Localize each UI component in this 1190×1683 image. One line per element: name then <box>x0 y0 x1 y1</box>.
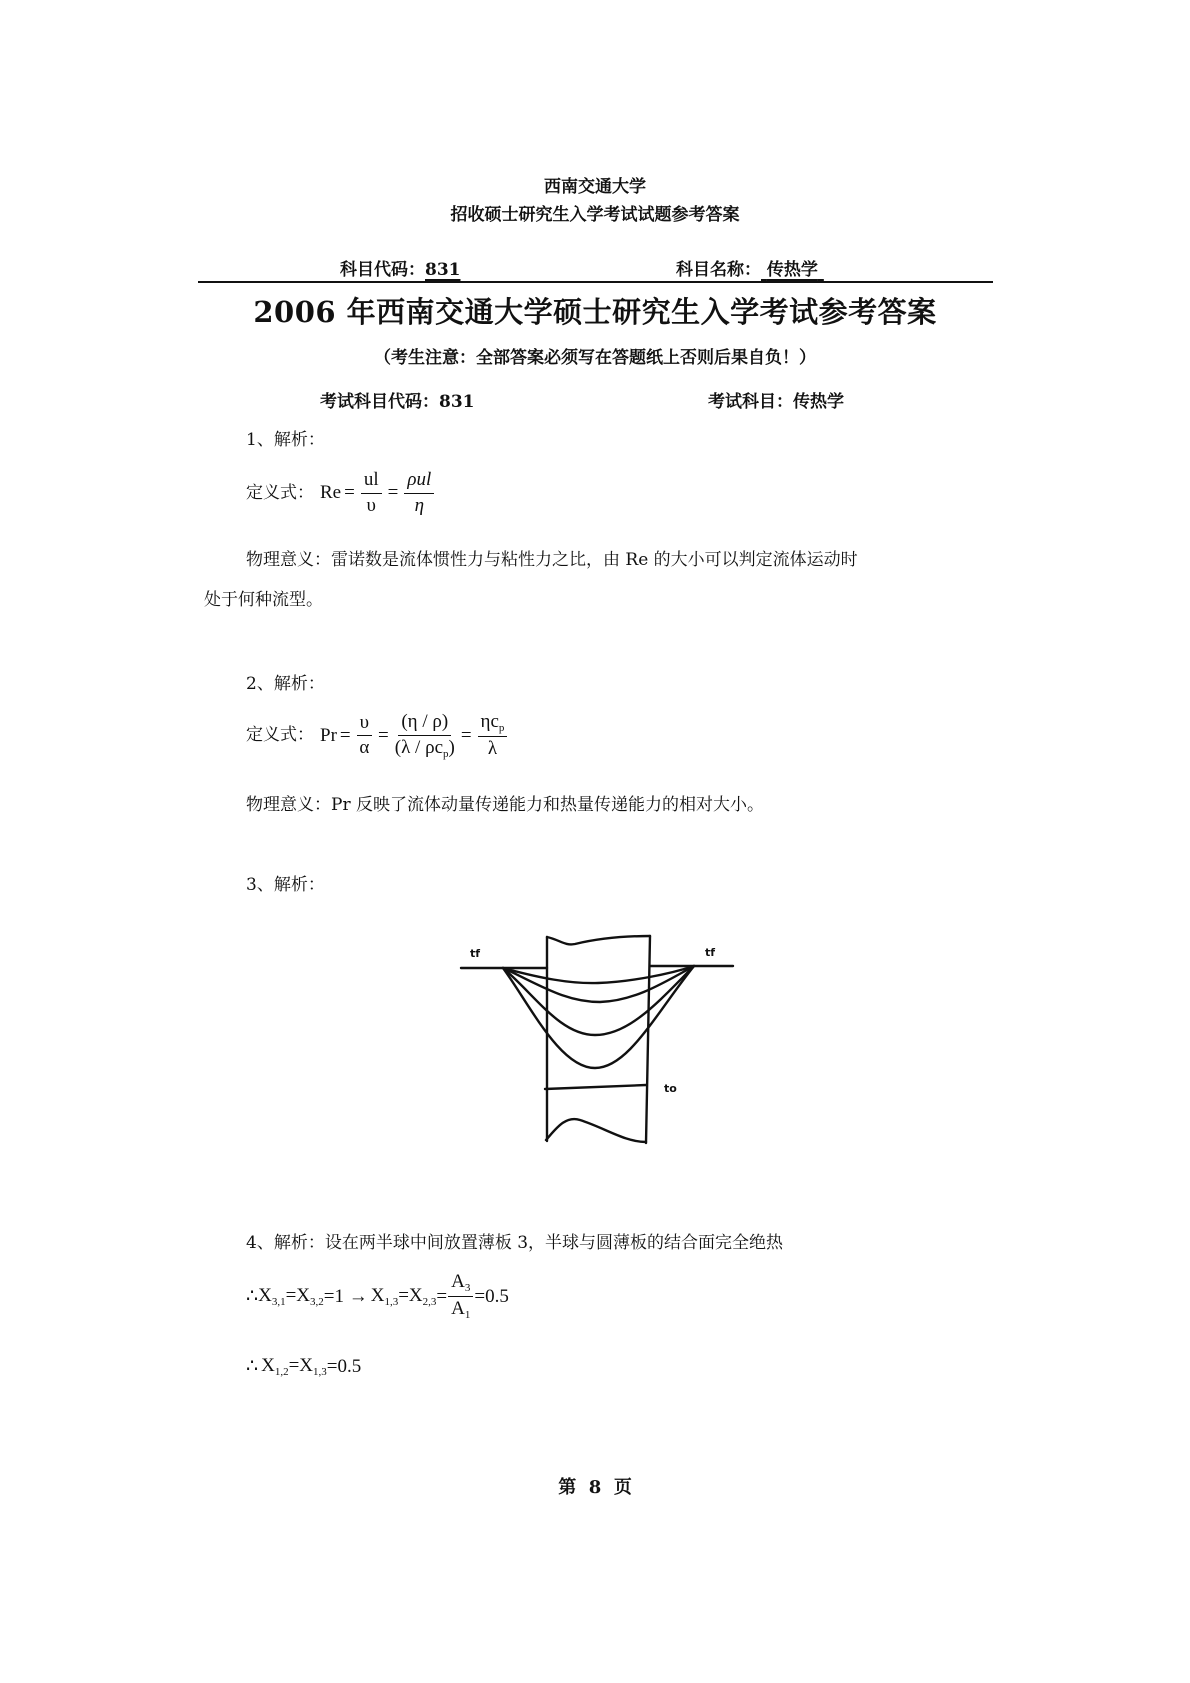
body-top-edge <box>547 936 650 944</box>
q4-eq2-x13: $=X_{1,3}$ <box>288 1355 327 1378</box>
university-name: 西南交通大学 <box>544 177 646 197</box>
q1-frac1-num: ul <box>361 470 382 494</box>
q1-frac2-num: ρul <box>404 470 434 494</box>
body-bottom-edge <box>546 1119 646 1142</box>
q2-definition <box>246 712 510 760</box>
q1-fraction-2 <box>404 470 434 517</box>
q1-definition <box>246 470 437 517</box>
q4-frac-num: $A_3$ <box>448 1272 473 1297</box>
q4-eq1-x23: $=X_{2,3}$ <box>398 1285 437 1309</box>
q4-equation-1 <box>246 1272 509 1321</box>
q4-eq2-x12: $X_{1,2}$ <box>261 1355 289 1378</box>
q4-area-fraction <box>448 1272 473 1321</box>
subject-name <box>676 255 824 280</box>
q2-meaning: 物理意义：Pr 反映了流体动量传递能力和热量传递能力的相对大小。 <box>246 795 764 815</box>
q4-eq1-x13: $X_{1,3}$ <box>370 1285 399 1309</box>
label-to: to <box>664 1082 677 1095</box>
label-tf-right: tf <box>705 946 716 959</box>
q3-heading: 3、解析： <box>246 875 325 895</box>
q1-fraction-1 <box>361 470 382 517</box>
q1-meaning-line1: 物理意义：雷诺数是流体惯性力与粘性力之比，由 Re 的大小可以判定流体运动时 <box>246 550 858 570</box>
document-title: 招收硕士研究生入学考试试题参考答案 <box>450 205 740 225</box>
subject-name-label: 科目名称： <box>676 260 761 280</box>
subject-name-value: 传热学 <box>766 260 818 280</box>
therefore-symbol: ∴ <box>246 1286 259 1308</box>
q4-eq1-x31: $X_{3,1}$ <box>258 1285 286 1309</box>
temperature-curve-3 <box>503 966 694 1035</box>
q4-heading: 4、解析：设在两半球中间放置薄板 3，半球与圆薄板的结合面完全绝热 <box>246 1233 784 1253</box>
subject-code <box>340 255 461 280</box>
q4-eq2-result: =0.5 <box>326 1355 362 1377</box>
q1-lhs: Re <box>320 482 342 504</box>
q1-heading: 1、解析： <box>246 430 325 450</box>
exam-subject-code: 考试科目代码：831 <box>320 392 475 412</box>
subject-code-label: 科目代码： <box>340 260 425 280</box>
q4-equation-2 <box>246 1355 361 1378</box>
q4-frac-den: $A_1$ <box>451 1298 471 1322</box>
label-tf-left: tf <box>470 947 481 960</box>
therefore-symbol: ∴ <box>246 1356 259 1377</box>
q2-frac2-num: (η / ρ) <box>398 712 451 736</box>
q4-eq1-result: =0.5 <box>474 1285 509 1307</box>
temperature-profile-diagram <box>450 900 750 1150</box>
exam-subject-name: 考试科目：传热学 <box>708 392 844 412</box>
q2-fraction-3 <box>478 712 508 760</box>
q2-frac3-num: $\eta c_p$ <box>478 712 508 737</box>
q2-heading: 2、解析： <box>246 674 325 694</box>
q1-eq1: = <box>344 482 355 504</box>
q1-frac2-den: η <box>414 494 424 516</box>
core-temperature-line <box>545 1085 646 1089</box>
q2-eq1: = <box>339 724 351 746</box>
body-wall-right <box>646 936 650 1143</box>
q4-eq1-one-arrow: =1 → <box>323 1285 368 1307</box>
q2-fraction-2 <box>395 712 455 760</box>
q4-eq1-x32: $=X_{3,2}$ <box>285 1285 324 1309</box>
header-divider <box>198 281 993 283</box>
main-title: 2006 年西南交通大学硕士研究生入学考试参考答案 <box>253 295 937 329</box>
page-number: 第 8 页 <box>558 1477 632 1498</box>
q1-def-label: 定义式： <box>246 482 314 503</box>
q2-fraction-1 <box>357 713 372 760</box>
q4-eq1-equals: = <box>436 1285 448 1307</box>
q2-eq2: = <box>378 724 389 746</box>
q1-eq2: = <box>387 482 399 504</box>
q2-def-label: 定义式： <box>246 725 314 746</box>
q2-eq3: = <box>460 724 472 746</box>
q1-meaning-line2: 处于何种流型。 <box>204 590 323 610</box>
q1-frac1-den: υ <box>366 494 376 516</box>
q2-frac2-den: $(\lambda / \rho c_p)$ <box>394 736 455 760</box>
q2-lhs: Pr <box>320 724 337 746</box>
subject-code-value: 831 <box>425 260 461 280</box>
q2-frac3-den: λ <box>487 738 498 760</box>
exam-notice: （考生注意：全部答案必须写在答题纸上否则后果自负！） <box>374 348 816 368</box>
q2-frac1-den: α <box>359 737 370 759</box>
q2-frac1-num: υ <box>357 713 372 737</box>
